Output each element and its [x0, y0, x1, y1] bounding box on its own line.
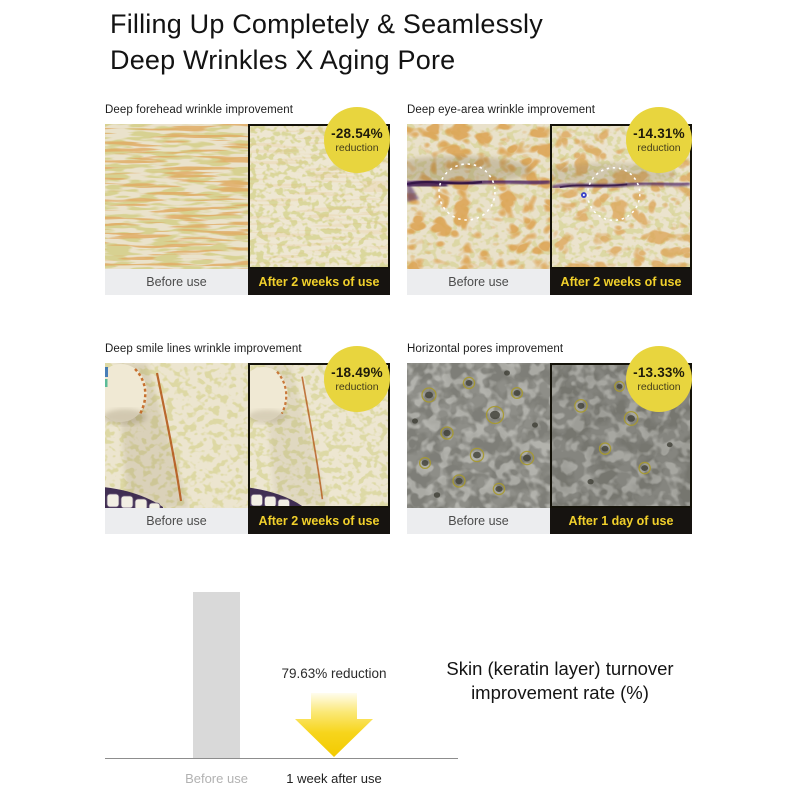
comparison-images — [105, 363, 390, 508]
before-image — [407, 124, 550, 269]
after-label: After 1 day of use — [550, 508, 692, 534]
panel-title: Deep eye-area wrinkle improvement — [407, 104, 596, 116]
panel-eye-area — [407, 104, 692, 295]
before-label: Before use — [407, 269, 550, 295]
before-image — [407, 363, 550, 508]
chart-caption — [432, 657, 688, 705]
before-label: Before use — [105, 508, 248, 534]
panel-pores — [407, 343, 692, 534]
panel-forehead — [105, 104, 390, 295]
page-title-line2: Deep Wrinkles X Aging Pore — [110, 45, 456, 75]
page-title-line1: Filling Up Completely & Seamlessly — [110, 9, 543, 39]
before-axis-label: Before use — [185, 771, 248, 786]
badge-value: -18.49% — [331, 365, 383, 380]
before-image — [105, 124, 248, 269]
before-label: Before use — [407, 508, 550, 534]
chart-caption-line2: improvement rate (%) — [471, 682, 649, 703]
comparison-images — [407, 124, 692, 269]
after-label: After 2 weeks of use — [550, 269, 692, 295]
before-use-bar — [193, 592, 240, 758]
comparison-footer — [105, 508, 390, 534]
comparison-footer — [407, 508, 692, 534]
comparison-images — [105, 124, 390, 269]
badge-value: -13.33% — [633, 365, 685, 380]
panel-title: Horizontal pores improvement — [407, 343, 564, 355]
before-label: Before use — [105, 269, 248, 295]
badge-value: -28.54% — [331, 126, 383, 141]
comparison-footer — [105, 269, 390, 295]
reduction-badge — [626, 107, 692, 173]
down-arrow-icon — [295, 693, 373, 758]
after-label: After 2 weeks of use — [248, 269, 390, 295]
reduction-badge — [626, 346, 692, 412]
badge-label: reduction — [637, 142, 681, 154]
comparison-footer — [407, 269, 692, 295]
after-label: After 2 weeks of use — [248, 508, 390, 534]
chart-caption-line1: Skin (keratin layer) turnover — [446, 658, 674, 679]
badge-label: reduction — [335, 142, 379, 154]
before-image — [105, 363, 248, 508]
chart-axis-line — [105, 758, 458, 759]
badge-label: reduction — [637, 381, 681, 393]
reduction-badge — [324, 346, 390, 412]
badge-value: -14.31% — [633, 126, 685, 141]
panel-title: Deep forehead wrinkle improvement — [105, 104, 294, 116]
reduction-badge — [324, 107, 390, 173]
panel-smile-lines — [105, 343, 390, 534]
badge-label: reduction — [335, 381, 379, 393]
reduction-annotation: 79.63% reduction — [281, 666, 387, 681]
comparison-images — [407, 363, 692, 508]
after-axis-label: 1 week after use — [286, 771, 382, 786]
page-title — [110, 6, 543, 78]
panel-title: Deep smile lines wrinkle improvement — [105, 343, 302, 355]
